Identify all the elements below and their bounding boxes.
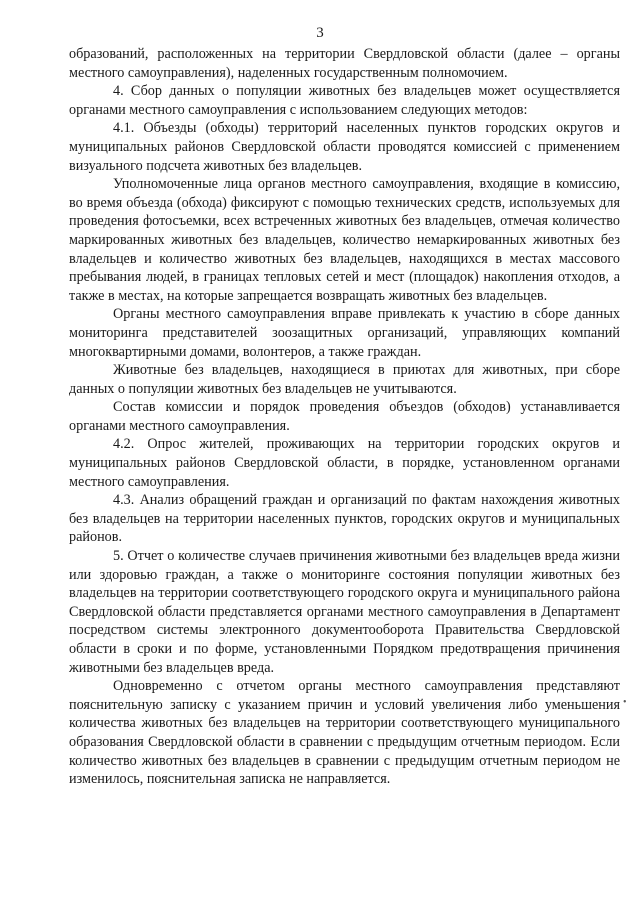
paragraph-involvement: Органы местного самоуправления вправе привлекать к участию в сборе данных мониторинга представителей зоозащитных организаций, управляющих компаний многоквартирными домами, волонтеров, а также граждан.: [69, 306, 620, 360]
paragraph-commission: Состав комиссии и порядок проведения объездов (обходов) устанавливается органами местного самоуправления.: [69, 399, 620, 434]
paragraph-item-5: 5. Отчет о количестве случаев причинения животными без владельцев вреда жизни или здоровью граждан, а также о мониторинге состояния популяции животных без владельцев на территории соответствующего городского округа и муниципального района Свердловской области представляется органами местного самоуправления в Департамент посредством системы электронного документооборота Правительства Свердловской области в сроки и по форме, установленными Порядком предотвращения причинения животными без владельцев вреда.: [69, 548, 620, 676]
paragraph-item-4: 4. Сбор данных о популяции животных без владельцев может осуществляется органами местного самоуправления с использованием следующих методов:: [69, 83, 620, 118]
page-number: 3: [316, 25, 324, 41]
paragraph-item-4-1: 4.1. Объезды (обходы) территорий населенных пунктов городских округов и муниципальных районов Свердловской области проводятся комиссией с применением визуального подсчета животных без владельцев.: [69, 120, 620, 174]
paragraph-item-4-3: 4.3. Анализ обращений граждан и организаций по фактам нахождения животных без владельцев на территории населенных пунктов, городских округов и муниципальных районов.: [69, 492, 620, 546]
paragraph-explanatory-note: Одновременно с отчетом органы местного самоуправления представляют пояснительную записку с указанием причин и условий увеличения либо уменьшения количества животных без владельцев на территории соответствующего муниципального образования Свердловской области в сравнении с предыдущим отчетным периодом. Если количество животных без владельцев в сравнении с предыдущим отчетным периодом не изменилось, пояснительная записка не направляется.: [69, 678, 620, 788]
paragraph-continuation: образований, расположенных на территории Свердловской области (далее – органы местного самоуправления), наделенных государственным полномочием.: [69, 46, 620, 81]
document-body: [69, 45, 620, 789]
paragraph-shelters: Животные без владельцев, находящиеся в приютах для животных, при сборе данных о популяции животных без владельцев не учитываются.: [69, 362, 620, 397]
scan-artifact-dot: •: [623, 697, 627, 708]
paragraph-item-4-2: 4.2. Опрос жителей, проживающих на территории городских округов и муниципальных районов Свердловской области, в порядке, установленном органами местного самоуправления.: [69, 436, 620, 490]
paragraph-authorized-persons: Уполномоченные лица органов местного самоуправления, входящие в комиссию, во время объезда (обхода) фиксируют с помощью технических средств, используемых для проведения фотосъемки, всех встреченных животных без владельцев, отмечая количество маркированных животных без владельцев, количество немаркированных животных без владельцев и количество животных без владельцев, находящихся в местах массового пребывания людей, в границах тепловых сетей и мест (площадок) накопления отходов, а также в местах, на которые запрещается возвращать животных без владельцев.: [69, 176, 620, 304]
